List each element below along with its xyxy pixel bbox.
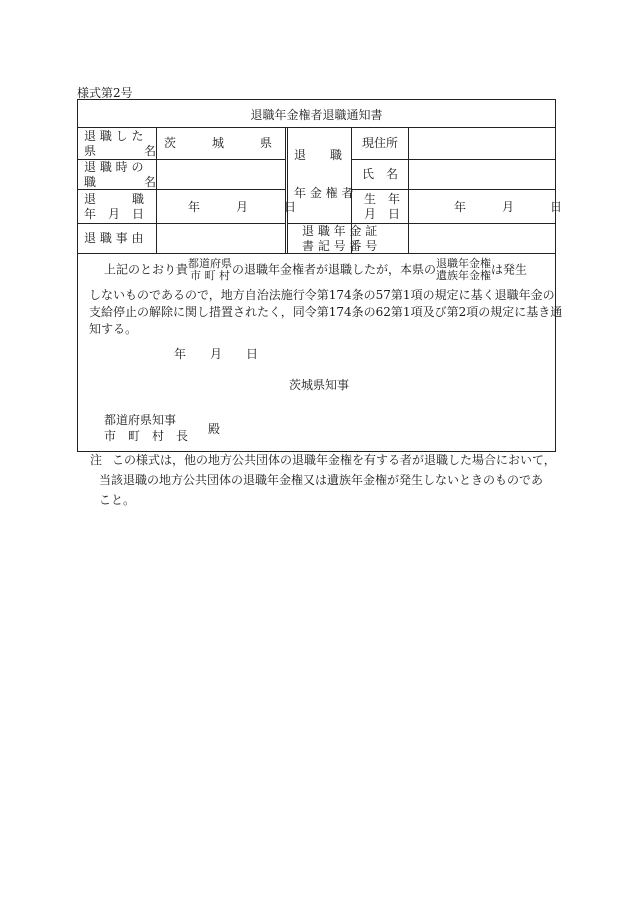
form-number-label: 様式第2号 — [77, 86, 133, 100]
form-title: 退職年金権者退職通知書 — [250, 108, 383, 122]
birth-date-value: 年 月 日 — [454, 200, 563, 214]
body-text-post: は発生 — [491, 262, 528, 277]
rule-left-3 — [78, 223, 285, 224]
retirement-date-label — [84, 192, 144, 222]
note-line1: この様式は，他の地方公共団体の退職年金権を有する者が退職した場合において， — [112, 453, 556, 467]
birth-date-label — [364, 192, 400, 222]
prefecture-label-line2: 県 名 — [84, 144, 157, 158]
addressee — [104, 412, 188, 444]
name-label: 氏 名 — [362, 167, 399, 181]
body-paragraph-line2: しないものであるので，地方自治法施行令第174条の57第1項の規定に基く退職年金の — [89, 288, 555, 302]
rule-right-1 — [351, 159, 555, 160]
position-label — [84, 160, 156, 190]
notification-form — [77, 99, 563, 452]
honorific: 殿 — [208, 422, 221, 436]
note-mark: 注 — [90, 453, 103, 467]
retirement-date-value: 年 月 日 — [188, 200, 297, 214]
choice-retirement-pension: 退職年金権 — [436, 257, 492, 270]
body-text-pre: 上記のとおり貴 — [104, 262, 189, 277]
note-line3: こと。 — [99, 493, 136, 507]
choice-prefecture: 都道府県 — [188, 257, 233, 270]
pension-type-choice — [436, 258, 491, 282]
prefecture-label-line1: 退 職 し た — [84, 129, 144, 143]
retirement-date-label-line2: 年 月 日 — [84, 207, 145, 221]
note-line2: 当該退職の地方公共団体の退職年金権又は遺族年金権が発生しないときのものであ — [99, 473, 544, 487]
prefecture-label — [84, 129, 156, 159]
rule-under-title — [78, 127, 555, 128]
certificate-number-label — [302, 224, 377, 254]
birth-date-label-line2: 月 日 — [364, 207, 401, 221]
prefecture-value: 茨 城 県 — [164, 136, 273, 150]
position-label-line1: 退 職 時 の — [84, 160, 144, 174]
addressee-line2: 市 町 村 長 — [104, 429, 189, 443]
sender-governor: 茨城県知事 — [289, 378, 350, 392]
address-label: 現住所 — [362, 136, 399, 150]
notice-date: 年 月 日 — [174, 347, 259, 361]
col-rule-1 — [156, 127, 157, 253]
birth-date-label-line1: 生 年 — [364, 192, 401, 206]
certificate-number-label-line2: 書 記 号 番 号 — [302, 239, 378, 253]
certificate-number-label-line1: 退 職 年 金 証 — [302, 224, 378, 238]
body-paragraph-line1 — [104, 258, 527, 282]
addressee-line1: 都道府県知事 — [104, 413, 177, 427]
choice-survivor-pension: 遺族年金権 — [436, 269, 492, 282]
retirement-reason-label: 退 職 事 由 — [84, 231, 144, 245]
body-paragraph-line4: 知する。 — [89, 322, 138, 336]
body-paragraph-line3: 支給停止の解除に関し措置されたく，同令第174条の62第1項及び第2項の規定に基き通 — [89, 305, 563, 319]
body-text-mid: の退職年金権者が退職したが，本県の — [232, 262, 437, 277]
col-double-rule — [285, 127, 288, 253]
retirement-date-label-line1: 退 職 — [84, 192, 145, 206]
prefecture-municipality-choice — [188, 258, 232, 282]
pension-holder-label-a: 退 職 — [294, 148, 343, 162]
pension-holder-label-b: 年 金 権 者 — [294, 186, 354, 200]
position-label-line2: 職 名 — [84, 175, 157, 189]
rule-right-2 — [351, 189, 555, 190]
choice-municipality: 市 町 村 — [190, 269, 231, 282]
col-rule-4 — [408, 127, 409, 253]
